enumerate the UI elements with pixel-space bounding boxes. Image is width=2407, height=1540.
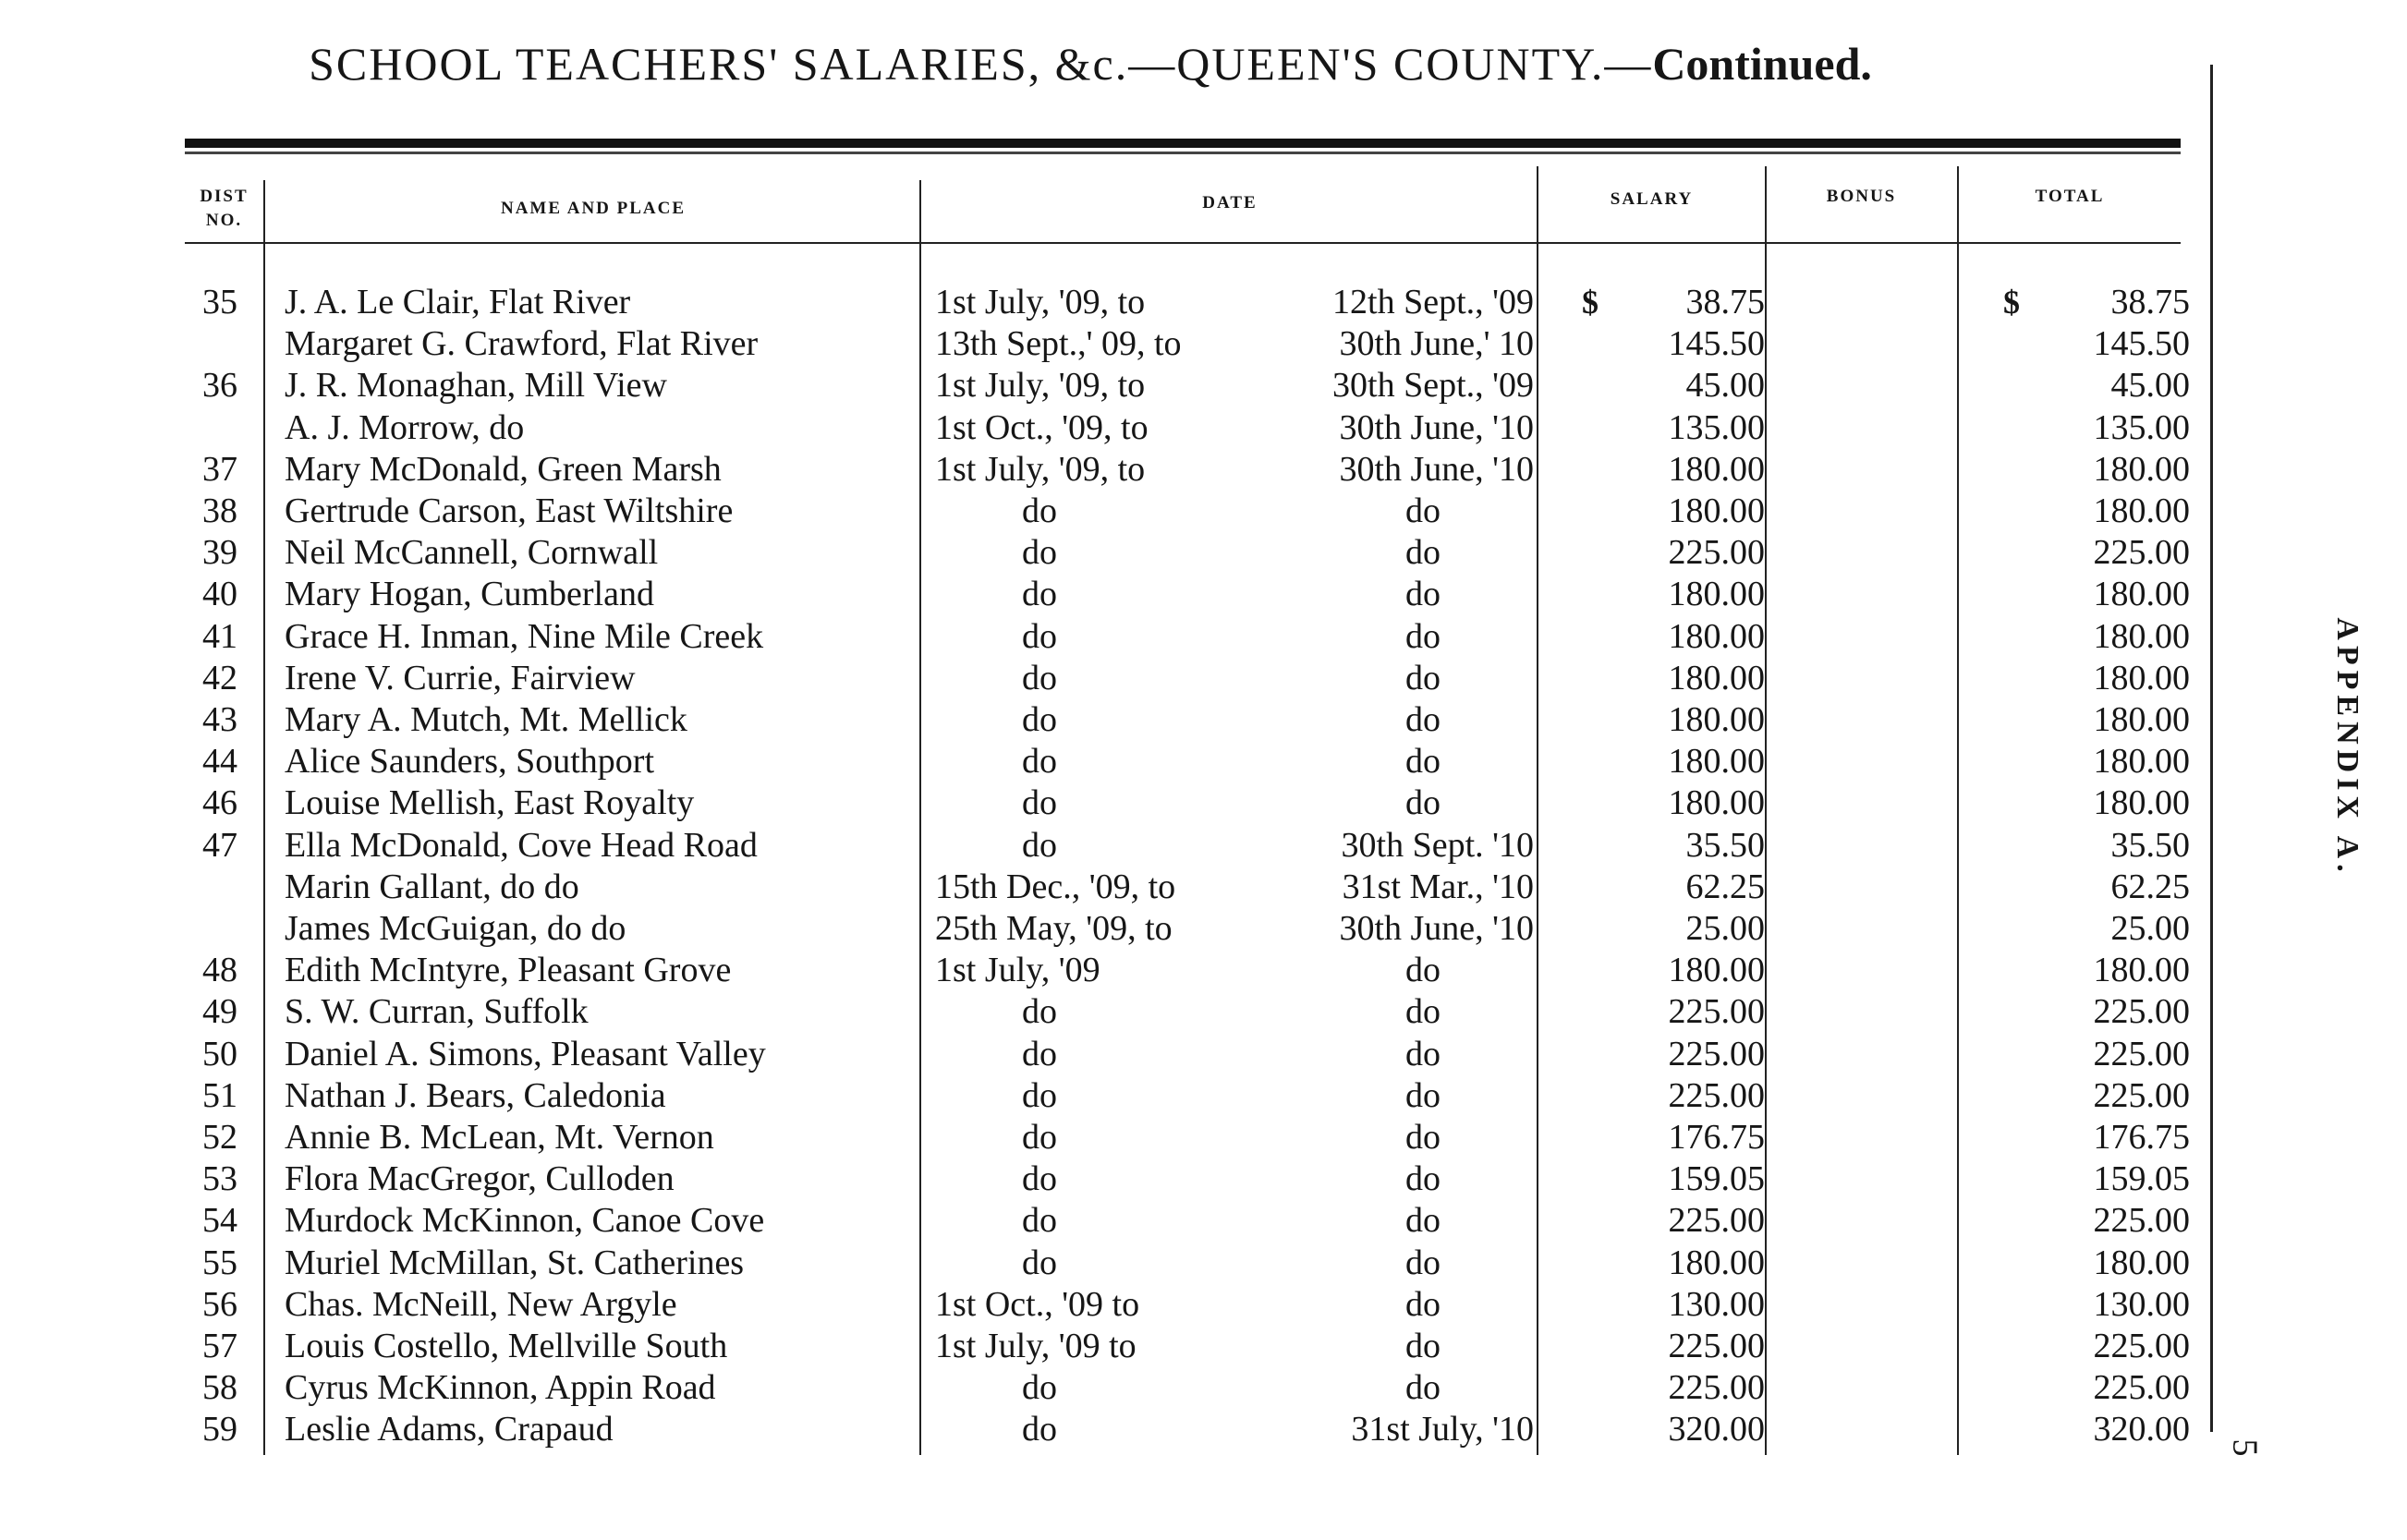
table-row	[0, 1034, 2190, 1075]
table-row	[0, 365, 2190, 406]
table-row	[0, 1075, 2190, 1117]
teacher-name-place: Louise Mellish, East Royalty	[285, 783, 695, 823]
salary-amount: 180.00	[1668, 491, 1765, 530]
date-to: do	[1405, 1327, 1441, 1365]
total-amount: 35.50	[2110, 825, 2190, 865]
date-to: 30th June,' 10	[1339, 324, 1534, 364]
total-amount: 180.00	[2093, 616, 2190, 656]
header-dist-line1: DIST	[200, 187, 249, 206]
total-amount: 130.00	[2093, 1284, 2190, 1324]
table-row	[0, 1326, 2190, 1367]
dist-number: 38	[202, 491, 237, 530]
total-amount: 180.00	[2093, 449, 2190, 489]
date-to: do	[1405, 1201, 1441, 1241]
teacher-name-place: Leslie Adams, Crapaud	[285, 1410, 614, 1449]
teacher-name-place: Cyrus McKinnon, Appin Road	[285, 1368, 716, 1408]
total-amount: 180.00	[2093, 491, 2190, 530]
table-top-rule-thin	[185, 152, 2181, 154]
dist-number: 49	[202, 992, 237, 1032]
date-to: do	[1405, 742, 1441, 782]
date-from: 13th Sept.,' 09, to	[935, 324, 1182, 364]
salary-amount: 130.00	[1668, 1284, 1765, 1324]
table-row	[0, 532, 2190, 574]
teacher-name-place: Murdock McKinnon, Canoe Cove	[285, 1201, 765, 1241]
total-amount: 180.00	[2093, 700, 2190, 739]
date-to: do	[1405, 783, 1441, 823]
dist-number: 52	[202, 1118, 237, 1157]
teacher-name-place: Muriel McMillan, St. Catherines	[285, 1243, 745, 1282]
table-row	[0, 449, 2190, 491]
salary-amount: 320.00	[1668, 1410, 1765, 1449]
dist-number: 35	[202, 283, 237, 321]
table-row	[0, 1158, 2190, 1200]
dist-number: 53	[202, 1159, 237, 1199]
total-amount: 38.75	[2110, 283, 2190, 321]
date-from: do	[1022, 1075, 1057, 1115]
date-from: do	[1022, 1159, 1057, 1199]
salary-amount: 145.50	[1668, 324, 1765, 364]
dist-number: 56	[202, 1284, 237, 1324]
salary-amount: 225.00	[1668, 1075, 1765, 1115]
table-row	[0, 1243, 2190, 1284]
teacher-name-place: Mary A. Mutch, Mt. Mellick	[285, 700, 687, 739]
date-to: do	[1405, 1368, 1441, 1408]
right-margin-rule	[2210, 65, 2213, 1432]
table-row	[0, 741, 2190, 782]
total-amount: 180.00	[2093, 783, 2190, 823]
teacher-name-place: Chas. McNeill, New Argyle	[285, 1284, 677, 1324]
dist-number: 41	[202, 616, 237, 656]
salary-amount: 180.00	[1668, 449, 1765, 489]
total-amount: 180.00	[2093, 742, 2190, 782]
date-to: do	[1405, 658, 1441, 697]
salary-amount: 159.05	[1668, 1159, 1765, 1199]
teacher-name-place: S. W. Curran, Suffolk	[285, 992, 589, 1032]
date-from: do	[1022, 992, 1057, 1032]
salary-amount: 62.25	[1685, 867, 1765, 906]
page-title-main: SCHOOL TEACHERS' SALARIES, &c.—QUEEN'S COUNTY.—	[309, 38, 1653, 90]
total-amount: 145.50	[2093, 324, 2190, 364]
date-from: do	[1022, 575, 1057, 614]
total-amount: 225.00	[2093, 1327, 2190, 1365]
date-to: 30th Sept. '10	[1341, 825, 1534, 865]
teacher-name-place: Alice Saunders, Southport	[285, 742, 655, 782]
salary-amount: 180.00	[1668, 616, 1765, 656]
date-to: 30th June, '10	[1339, 449, 1534, 489]
dist-number: 47	[202, 825, 237, 865]
date-to: do	[1405, 1284, 1441, 1324]
teacher-name-place: Nathan J. Bears, Caledonia	[285, 1075, 666, 1115]
total-amount: 135.00	[2093, 407, 2190, 447]
total-amount: 45.00	[2110, 366, 2190, 406]
salary-amount: 25.00	[1685, 909, 1765, 948]
salary-amount: 35.50	[1685, 825, 1765, 865]
teacher-name-place: Marin Gallant, do do	[285, 867, 579, 906]
salary-amount: 225.00	[1668, 1327, 1765, 1365]
teacher-name-place: Daniel A. Simons, Pleasant Valley	[285, 1034, 766, 1073]
salary-amount: 176.75	[1668, 1118, 1765, 1157]
dist-number: 39	[202, 533, 237, 573]
header-bonus: BONUS	[1826, 187, 1897, 206]
salary-amount: 180.00	[1668, 783, 1765, 823]
table-header-rule	[185, 242, 2181, 244]
total-amount: 25.00	[2110, 909, 2190, 948]
date-to: do	[1405, 616, 1441, 656]
date-from: do	[1022, 700, 1057, 739]
date-from: do	[1022, 783, 1057, 823]
date-from: 15th Dec., '09, to	[935, 867, 1176, 906]
dist-number: 40	[202, 575, 237, 614]
total-amount: 180.00	[2093, 951, 2190, 990]
teacher-name-place: Flora MacGregor, Culloden	[285, 1159, 675, 1199]
date-to: 30th Sept., '09	[1332, 366, 1534, 406]
date-from: do	[1022, 533, 1057, 573]
date-from: do	[1022, 1034, 1057, 1073]
date-from: 1st July, '09 to	[935, 1327, 1137, 1365]
date-to: do	[1405, 1118, 1441, 1157]
date-from: do	[1022, 1243, 1057, 1282]
total-amount: 225.00	[2093, 1201, 2190, 1241]
teacher-name-place: J. A. Le Clair, Flat River	[285, 283, 631, 321]
total-amount: 225.00	[2093, 1034, 2190, 1073]
table-row	[0, 1367, 2190, 1409]
dist-number: 59	[202, 1410, 237, 1449]
date-to: do	[1405, 1075, 1441, 1115]
salary-amount: 180.00	[1668, 951, 1765, 990]
dist-number: 44	[202, 742, 237, 782]
teacher-name-place: Margaret G. Crawford, Flat River	[285, 324, 759, 364]
table-row	[0, 950, 2190, 991]
date-from: do	[1022, 825, 1057, 865]
dist-number: 37	[202, 449, 237, 489]
table-row	[0, 616, 2190, 658]
teacher-name-place: Gertrude Carson, East Wiltshire	[285, 491, 734, 530]
salary-amount: 225.00	[1668, 992, 1765, 1032]
dist-number: 57	[202, 1327, 237, 1365]
total-amount: 225.00	[2093, 1368, 2190, 1408]
table-row	[0, 282, 2190, 323]
teacher-name-place: Louis Costello, Mellville South	[285, 1327, 728, 1365]
table-row	[0, 991, 2190, 1033]
date-from: do	[1022, 658, 1057, 697]
date-from: do	[1022, 1410, 1057, 1449]
date-from: do	[1022, 1201, 1057, 1241]
table-top-rule	[185, 139, 2181, 148]
date-to: do	[1405, 992, 1441, 1032]
salary-amount: 225.00	[1668, 533, 1765, 573]
total-amount: 159.05	[2093, 1159, 2190, 1199]
total-amount: 62.25	[2110, 867, 2190, 906]
dist-number: 46	[202, 783, 237, 823]
salary-amount: 45.00	[1685, 366, 1765, 406]
table-row	[0, 491, 2190, 532]
total-amount: 225.00	[2093, 1075, 2190, 1115]
date-to: 12th Sept., '09	[1332, 283, 1534, 321]
page-title	[0, 37, 2181, 91]
date-from: 1st Oct., '09 to	[935, 1284, 1140, 1324]
teacher-name-place: James McGuigan, do do	[285, 909, 626, 948]
date-from: 25th May, '09, to	[935, 909, 1173, 948]
date-to: 31st July, '10	[1351, 1410, 1534, 1449]
total-amount: 320.00	[2093, 1410, 2190, 1449]
table-row	[0, 867, 2190, 908]
total-amount: 225.00	[2093, 992, 2190, 1032]
total-amount: 180.00	[2093, 1243, 2190, 1282]
table-row	[0, 1284, 2190, 1326]
salary-amount: 38.75	[1685, 283, 1765, 321]
teacher-name-place: Edith McIntyre, Pleasant Grove	[285, 951, 732, 990]
teacher-name-place: Mary Hogan, Cumberland	[285, 575, 654, 614]
dist-number: 48	[202, 951, 237, 990]
total-amount: 176.75	[2093, 1118, 2190, 1157]
date-to: 31st Mar., '10	[1342, 867, 1534, 906]
dist-number: 54	[202, 1201, 237, 1241]
table-row	[0, 1409, 2190, 1450]
header-total: TOTAL	[2035, 187, 2105, 206]
salary-amount: 135.00	[1668, 407, 1765, 447]
teacher-name-place: A. J. Morrow, do	[285, 407, 525, 447]
total-amount: 180.00	[2093, 575, 2190, 614]
teacher-name-place: Neil McCannell, Cornwall	[285, 533, 659, 573]
table-row	[0, 658, 2190, 699]
table-row	[0, 574, 2190, 615]
table-row	[0, 782, 2190, 824]
salary-amount: 225.00	[1668, 1034, 1765, 1073]
salary-amount: 180.00	[1668, 742, 1765, 782]
date-from: do	[1022, 1118, 1057, 1157]
salary-amount: 180.00	[1668, 658, 1765, 697]
date-from: do	[1022, 491, 1057, 530]
header-name-place: NAME AND PLACE	[500, 199, 687, 218]
date-from: 1st July, '09	[935, 951, 1100, 990]
teacher-name-place: Ella McDonald, Cove Head Road	[285, 825, 758, 865]
dist-number: 36	[202, 366, 237, 406]
salary-amount: 180.00	[1668, 575, 1765, 614]
dist-number: 50	[202, 1034, 237, 1073]
teacher-name-place: Annie B. McLean, Mt. Vernon	[285, 1118, 714, 1157]
salary-amount: 225.00	[1668, 1368, 1765, 1408]
table-row	[0, 407, 2190, 449]
teacher-name-place: Grace H. Inman, Nine Mile Creek	[285, 616, 764, 656]
date-to: do	[1405, 1034, 1441, 1073]
date-to: 30th June, '10	[1339, 407, 1534, 447]
page-number: 5	[2225, 1438, 2265, 1457]
teacher-name-place: J. R. Monaghan, Mill View	[285, 366, 667, 406]
header-salary: SALARY	[1610, 189, 1694, 209]
total-currency-symbol: $	[2003, 284, 2020, 321]
dist-number: 42	[202, 658, 237, 697]
table-row	[0, 908, 2190, 950]
date-to: 30th June, '10	[1339, 909, 1534, 948]
date-to: do	[1405, 533, 1441, 573]
teacher-name-place: Irene V. Currie, Fairview	[285, 658, 636, 697]
header-date: DATE	[1202, 193, 1258, 212]
dist-number: 58	[202, 1368, 237, 1408]
date-from: do	[1022, 742, 1057, 782]
salary-amount: 180.00	[1668, 700, 1765, 739]
teacher-name-place: Mary McDonald, Green Marsh	[285, 449, 722, 489]
table-row	[0, 825, 2190, 867]
date-to: do	[1405, 1243, 1441, 1282]
date-to: do	[1405, 1159, 1441, 1199]
table-row	[0, 1117, 2190, 1158]
salary-currency-symbol: $	[1582, 284, 1599, 321]
date-from: 1st July, '09, to	[935, 366, 1146, 406]
table-row	[0, 699, 2190, 741]
date-to: do	[1405, 491, 1441, 530]
date-from: 1st Oct., '09, to	[935, 407, 1149, 447]
table-row	[0, 1200, 2190, 1242]
page-title-continued: Continued.	[1652, 38, 1872, 90]
header-dist-no	[185, 185, 263, 233]
total-amount: 180.00	[2093, 658, 2190, 697]
dist-number: 55	[202, 1243, 237, 1282]
appendix-label: APPENDIX A.	[2330, 617, 2364, 878]
date-from: 1st July, '09, to	[935, 449, 1146, 489]
date-to: do	[1405, 700, 1441, 739]
date-from: 1st July, '09, to	[935, 283, 1146, 321]
date-from: do	[1022, 1368, 1057, 1408]
dist-number: 51	[202, 1075, 237, 1115]
salary-amount: 180.00	[1668, 1243, 1765, 1282]
salary-amount: 225.00	[1668, 1201, 1765, 1241]
date-to: do	[1405, 575, 1441, 614]
total-amount: 225.00	[2093, 533, 2190, 573]
dist-number: 43	[202, 700, 237, 739]
date-to: do	[1405, 951, 1441, 990]
date-from: do	[1022, 616, 1057, 656]
header-dist-line2: NO.	[205, 211, 243, 230]
table-row	[0, 323, 2190, 365]
